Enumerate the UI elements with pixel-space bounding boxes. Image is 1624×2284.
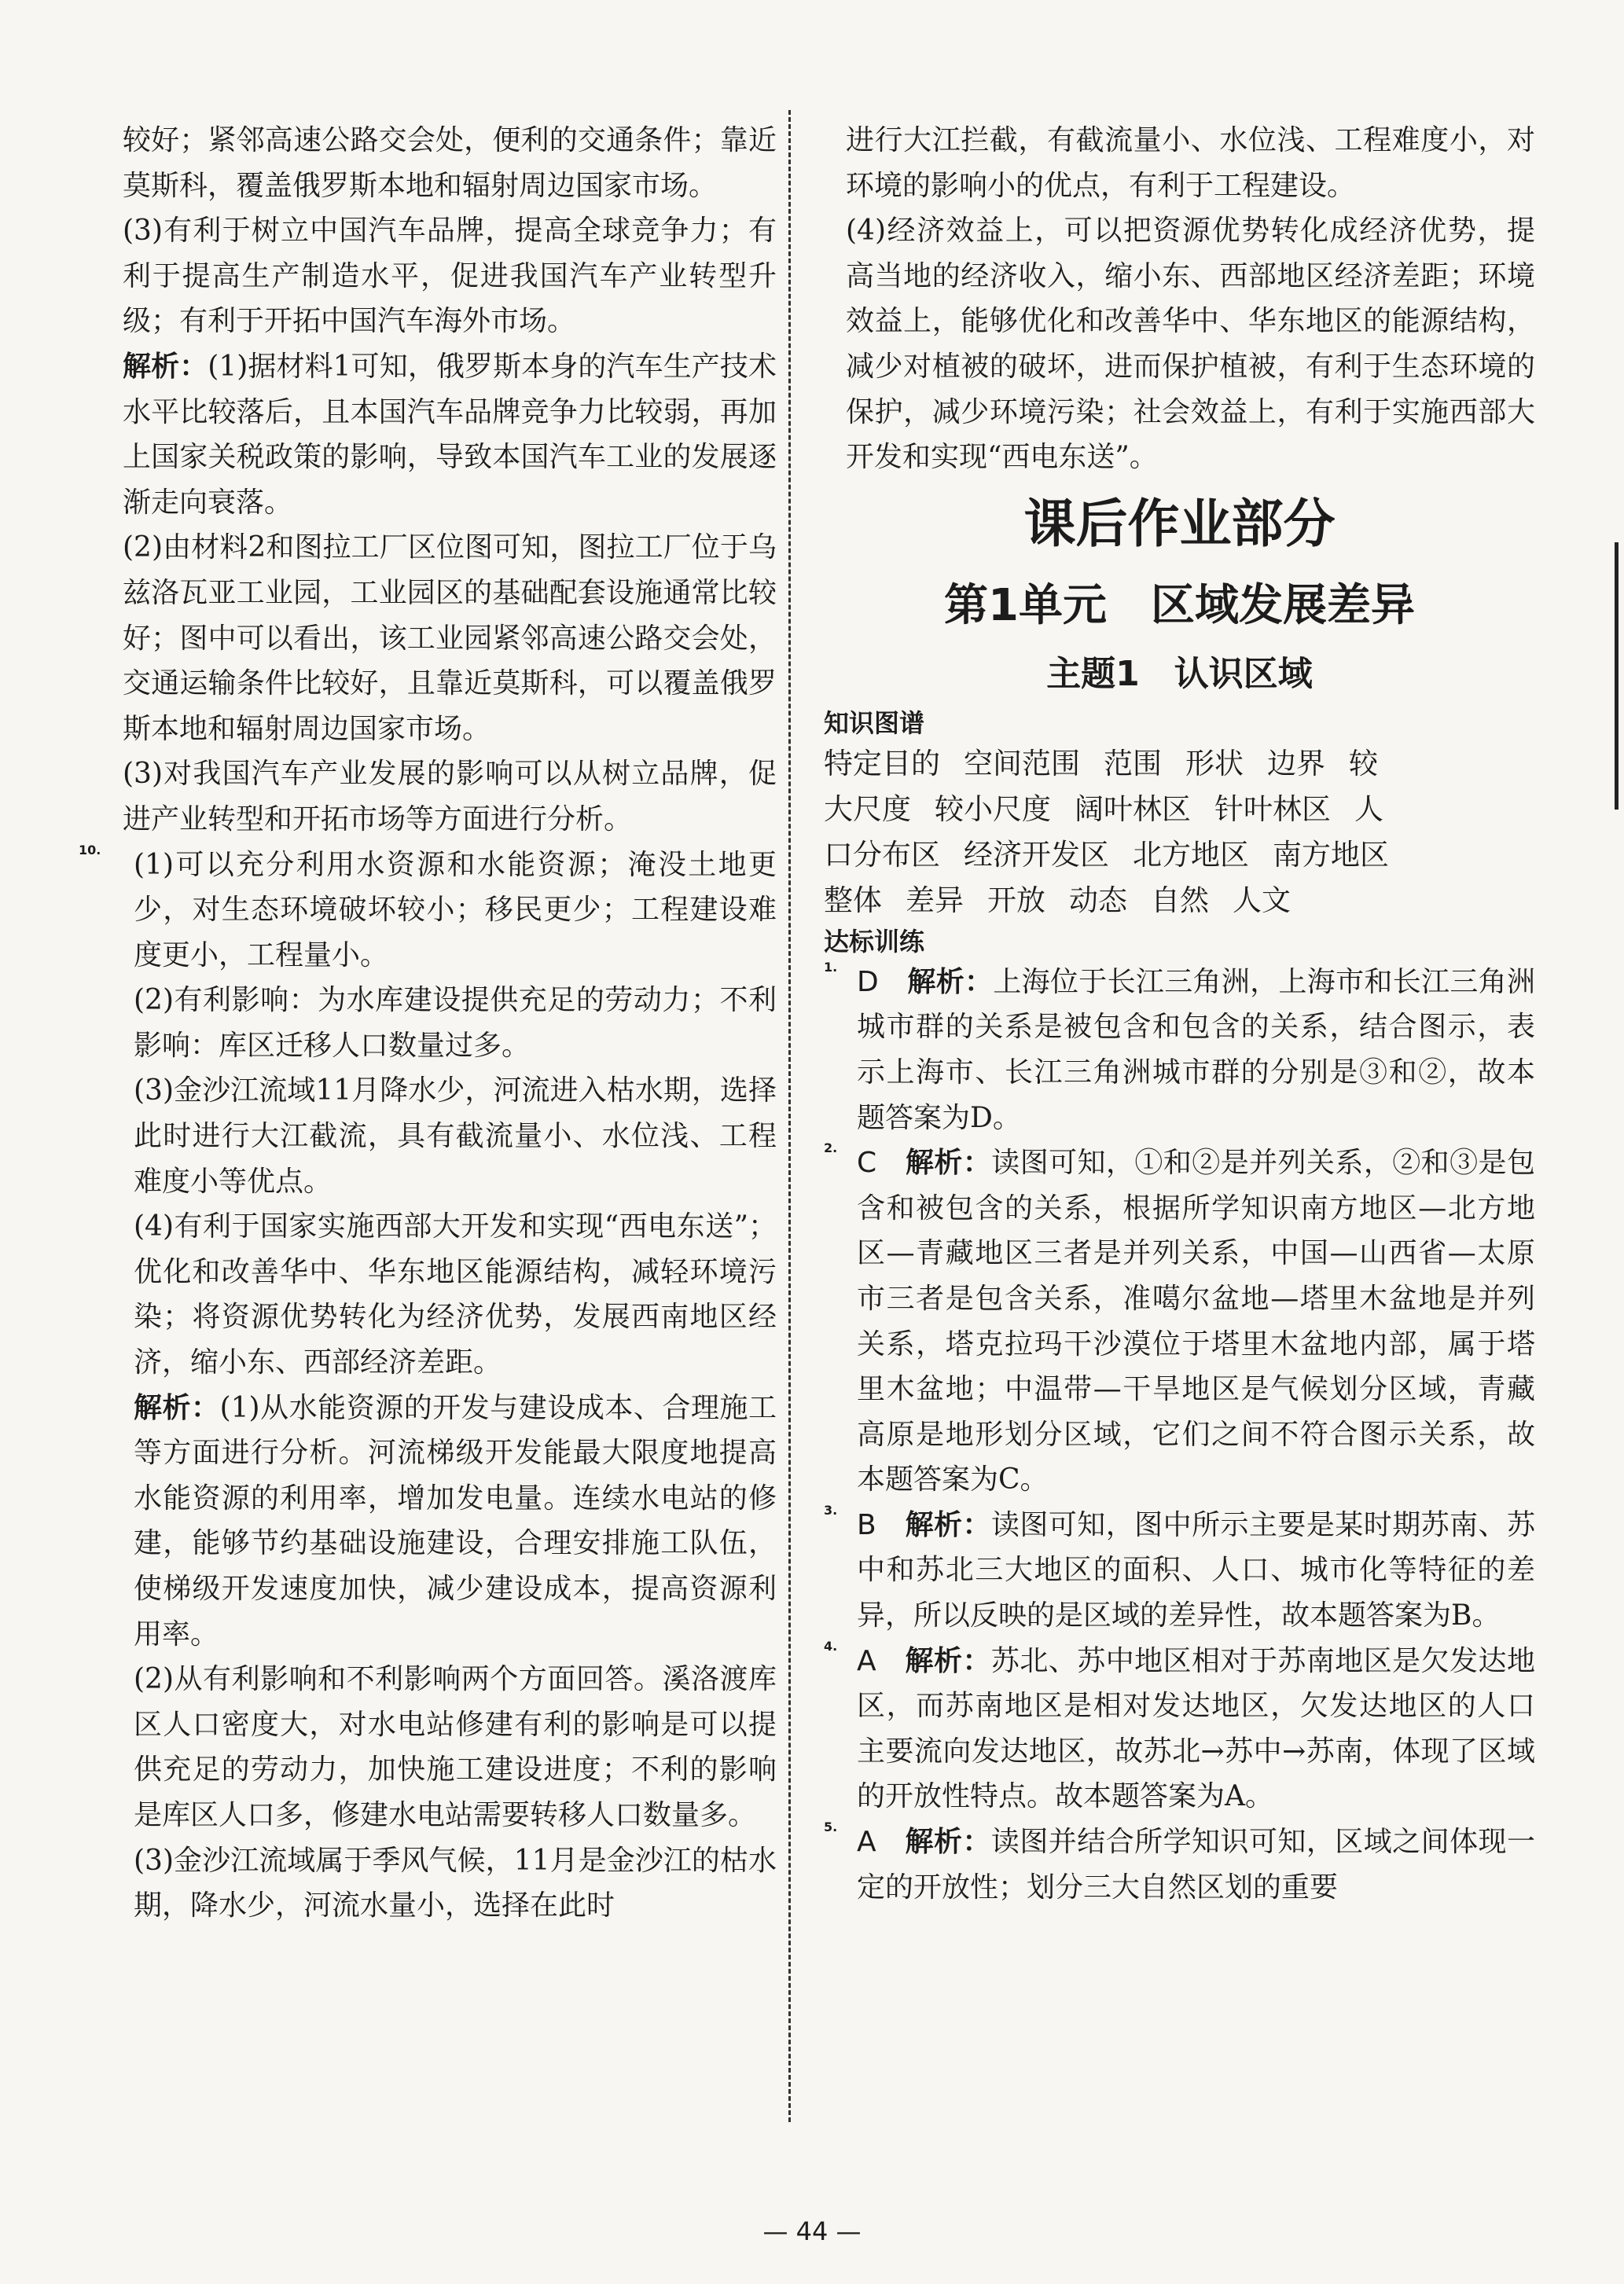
answer-part: (4)有利于国家实施西部大开发和实现“西电东送”；优化和改善华中、华东地区能源结构，减轻环境污染；将资源优势转化为经济优势，发展西南地区经济，缩小东、西部经济差距。 — [134, 1210, 777, 1379]
question-answer — [857, 1639, 1535, 1819]
question-4 — [824, 1639, 1535, 1819]
analysis-paragraph — [134, 1386, 777, 1658]
analysis-part: (2)从有利影响和不利影响两个方面回答。溪洛渡库区人口密度大，对水电站修建有利的影响是可以提供充足的劳动力，加快施工建设进度；不利的影响是库区人口多，修建水电站需要转移人口数量多。 — [134, 1663, 777, 1831]
question-number: 2. — [824, 1140, 838, 1156]
paragraph: 较好；紧邻高速公路交会处，便利的交通条件；靠近莫斯科，覆盖俄罗斯本地和辐射周边国家市场。 — [123, 124, 777, 202]
subsection-practice: 达标训练 — [824, 926, 925, 957]
subsection-knowledge-map: 知识图谱 — [824, 707, 925, 738]
answer-letter: B — [857, 1508, 876, 1541]
question-2 — [824, 1140, 1535, 1503]
question-number: 3. — [824, 1502, 838, 1518]
term: 较 — [1349, 746, 1378, 780]
analysis-text: 读图并结合所学知识可知，区域之间体现一定的开放性；划分三大自然区划的重要 — [857, 1826, 1535, 1904]
term: 整体 — [824, 883, 882, 917]
paragraph: 进行大江拦截，有截流量小、水位浅、工程难度小，对环境的影响小的优点，有利于工程建设。 — [846, 124, 1535, 202]
terms-line-3 — [824, 832, 1535, 878]
analysis-label: 解析： — [905, 1826, 991, 1859]
answer-letter: D — [857, 965, 879, 998]
terms-line-4 — [824, 878, 1535, 924]
paragraph: (2)由材料2和图拉工厂区位图可知，图拉工厂位于乌兹洛瓦亚工业园，工业园区的基础配套设施通常比较好；图中可以看出，该工业园紧邻高速公路交会处，交通运输条件比较好，且靠近莫斯科，可以覆盖俄罗斯本地和辐射周边国家市场。 — [123, 531, 777, 745]
question-answer — [857, 1819, 1535, 1910]
term: 南方地区 — [1273, 837, 1389, 872]
question-5 — [824, 1819, 1535, 1910]
column-divider — [788, 110, 791, 2122]
question-answer — [857, 1140, 1535, 1503]
analysis-paragraph — [101, 344, 777, 525]
paragraph: (4)经济效益上，可以把资源优势转化成经济优势，提高当地的经济收入，缩小东、西部地区经济差距；环境效益上，能够优化和改善华中、华东地区的能源结构，减少对植被的破坏，进而保护植被，有利于生态环境的保护，减少环境污染；社会效益上，有利于实施西部大开发和实现“西电东送”。 — [846, 215, 1535, 474]
unit-title: 第1单元 区域发展差异 — [944, 579, 1415, 631]
section-title: 课后作业部分 — [1023, 493, 1336, 554]
term: 北方地区 — [1133, 837, 1249, 872]
analysis-label: 解析： — [905, 1508, 991, 1541]
analysis-text: 读图可知，①和②是并列关系，②和③是包含和被包含的关系，根据所学知识南方地区—北方地区—青藏地区三者是并列关系，中国—山西省—太原市三者是包含关系，准噶尔盆地—塔里木盆地是并列关系，塔克拉玛干沙漠位于塔里木盆地内部，属于塔里木盆地；中温带—干旱地区是气候划分区域，青藏高原是地形划分区域，它们之间不符合图示关系，故本题答案为C。 — [857, 1147, 1535, 1496]
answer-part: (3)金沙江流域11月降水少，河流进入枯水期，选择此时进行大江截流，具有截流量小、水位浅、工程难度小等优点。 — [134, 1074, 777, 1198]
terms-line-1 — [824, 741, 1535, 787]
term: 较小尺度 — [935, 791, 1051, 826]
left-column — [79, 118, 777, 1929]
analysis-part: (3)金沙江流域属于季风气候，11月是金沙江的枯水期，降水少，河流水量小，选择在此时 — [134, 1844, 777, 1922]
term: 人 — [1354, 791, 1383, 826]
analysis-text: (1)从水能资源的开发与建设成本、合理施工等方面进行分析。河流梯级开发能最大限度地提高水能资源的利用率，增加发电量。连续水电站的修建，能够节约基础设施建设，合理安排施工队伍，使梯级开发速度加快，减少建设成本，提高资源利用率。 — [134, 1391, 777, 1651]
question-number: 5. — [824, 1819, 838, 1835]
answer-letter: A — [857, 1826, 876, 1859]
term: 动态 — [1069, 883, 1127, 917]
question-number: 4. — [824, 1638, 838, 1654]
analysis-label: 解析： — [907, 965, 994, 998]
term: 形状 — [1185, 746, 1244, 780]
right-column — [824, 118, 1535, 1910]
analysis-text: 上海位于长江三角洲，上海市和长江三角洲城市群的关系是被包含和包含的关系，结合图示，表示上海市、长江三角洲城市群的分别是③和②，故本题答案为D。 — [857, 965, 1535, 1134]
answer-letter: C — [857, 1147, 877, 1180]
term: 针叶林区 — [1214, 791, 1331, 826]
analysis-text: (1)据材料1可知，俄罗斯本身的汽车生产技术水平比较落后，且本国汽车品牌竞争力比较弱，再加上国家关税政策的影响，导致本国汽车工业的发展逐渐走向衰落。 — [123, 350, 777, 519]
terms-line-2 — [824, 787, 1535, 832]
term: 差异 — [906, 883, 964, 917]
term: 人文 — [1233, 883, 1291, 917]
question-answer — [857, 1503, 1535, 1639]
analysis-label: 解析： — [905, 1644, 991, 1677]
term: 经济开发区 — [964, 837, 1109, 872]
term: 特定目的 — [824, 746, 940, 780]
question-answer — [857, 960, 1535, 1140]
analysis-label: 解析： — [123, 350, 208, 383]
question-10 — [79, 842, 777, 1929]
answer-part: (1)可以充分利用水资源和水能资源；淹没土地更少，对生态环境破坏较小；移民更少；工程建设难度更小，工程量小。 — [134, 848, 777, 971]
topic-title: 主题1 认识区域 — [1046, 653, 1313, 694]
question-number: 10. — [79, 842, 101, 857]
question-1 — [824, 960, 1535, 1140]
analysis-label: 解析： — [134, 1391, 220, 1424]
edge-mark — [1615, 542, 1618, 810]
paragraph: (3)有利于树立中国汽车品牌，提高全球竞争力；有利于提高生产制造水平，促进我国汽车产业转型升级；有利于开拓中国汽车海外市场。 — [123, 215, 777, 338]
page-number: — 44 — — [762, 2216, 862, 2246]
term: 范围 — [1104, 746, 1162, 780]
paragraph: (3)对我国汽车产业发展的影响可以从树立品牌，促进产业转型和开拓市场等方面进行分析。 — [123, 758, 777, 835]
term: 空间范围 — [964, 746, 1080, 780]
knowledge-terms — [824, 741, 1535, 924]
term: 大尺度 — [824, 791, 911, 826]
answer-part: (2)有利影响：为水库建设提供充足的劳动力；不利影响：库区迁移人口数量过多。 — [134, 984, 777, 1062]
term: 边界 — [1267, 746, 1325, 780]
answer-letter: A — [857, 1644, 876, 1677]
term: 自然 — [1151, 883, 1209, 917]
term: 开放 — [987, 883, 1045, 917]
analysis-label: 解析： — [906, 1147, 992, 1180]
analysis-text: 读图可知，图中所示主要是某时期苏南、苏中和苏北三大地区的面积、人口、城市化等特征的差异，所以反映的是区域的差异性，故本题答案为B。 — [857, 1508, 1535, 1632]
term: 口分布区 — [824, 837, 940, 872]
question-number: 1. — [824, 959, 838, 975]
term: 阔叶林区 — [1075, 791, 1191, 826]
analysis-text: 苏北、苏中地区相对于苏南地区是欠发达地区，而苏南地区是相对发达地区，欠发达地区的人口主要流向发达地区，故苏北→苏中→苏南，体现了区域的开放性特点。故本题答案为A。 — [857, 1644, 1535, 1813]
question-3 — [824, 1503, 1535, 1639]
